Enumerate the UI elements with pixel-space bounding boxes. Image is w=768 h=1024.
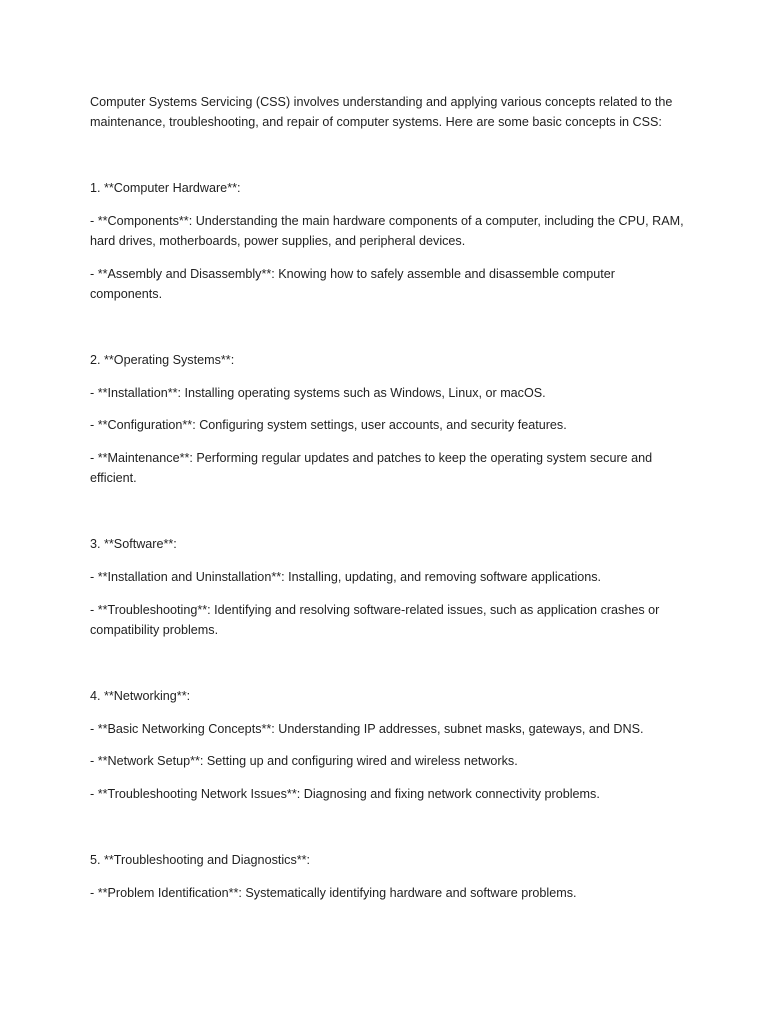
list-item: - **Network Setup**: Setting up and configuring wired and wireless networks. bbox=[90, 754, 518, 768]
list-item: - **Components**: Understanding the main hardware components of a computer, including the CPU, RAM, hard drives, motherboards, power supplies, and peripheral devices. bbox=[90, 214, 684, 248]
list-item: - **Installation**: Installing operating systems such as Windows, Linux, or macOS. bbox=[90, 386, 546, 400]
list-item: - **Troubleshooting**: Identifying and resolving software-related issues, such as application crashes or compatibility problems. bbox=[90, 603, 660, 637]
section-heading-hardware: 1. **Computer Hardware**: bbox=[90, 181, 241, 195]
list-item: - **Installation and Uninstallation**: Installing, updating, and removing software applications. bbox=[90, 570, 602, 584]
list-item: - **Troubleshooting Network Issues**: Diagnosing and fixing network connectivity problems. bbox=[90, 787, 600, 801]
list-item: - **Assembly and Disassembly**: Knowing how to safely assemble and disassemble computer components. bbox=[90, 267, 615, 301]
list-item: - **Problem Identification**: Systematically identifying hardware and software problems. bbox=[90, 886, 577, 900]
list-item: - **Configuration**: Configuring system settings, user accounts, and security features. bbox=[90, 418, 567, 432]
list-item: - **Basic Networking Concepts**: Understanding IP addresses, subnet masks, gateways, and DNS. bbox=[90, 722, 644, 736]
section-heading-networking: 4. **Networking**: bbox=[90, 689, 191, 703]
intro-paragraph: Computer Systems Servicing (CSS) involves understanding and applying various concepts related to the maintenance, troubleshooting, and repair of computer systems. Here are some basic concepts in CSS: bbox=[90, 95, 673, 129]
section-heading-troubleshooting: 5. **Troubleshooting and Diagnostics**: bbox=[90, 853, 311, 867]
section-heading-software: 3. **Software**: bbox=[90, 537, 177, 551]
section-heading-operating-systems: 2. **Operating Systems**: bbox=[90, 353, 235, 367]
list-item: - **Maintenance**: Performing regular updates and patches to keep the operating system secure and efficient. bbox=[90, 451, 653, 485]
